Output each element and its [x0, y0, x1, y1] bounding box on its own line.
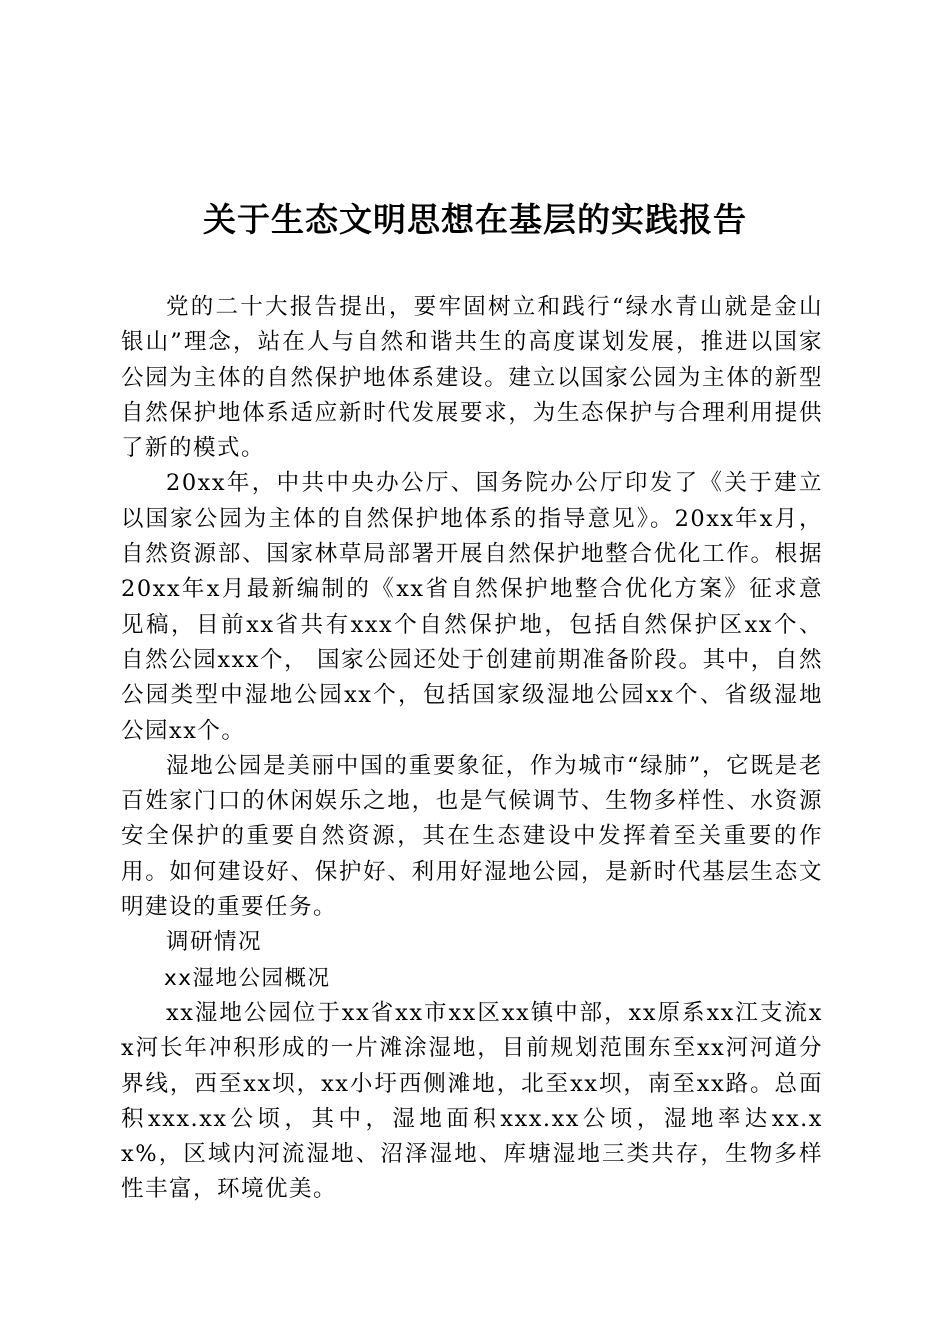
paragraph-policy-background: 20xx年，中共中央办公厅、国务院办公厅印发了《关于建立以国家公园为主体的自然保护地体系的指导意见》。20xx年x月，自然资源部、国家林草局部署开展自然保护地整合优化工作。根据20xx年x月最新编制的《xx省自然保护地整合优化方案》征求意见稿，目前xx省共有xxx个自然保护地，包括自然保护区xx个、 自然公园xxx个， 国家公园还处于创建前期准备阶段。其中，自然公园类型中湿地公园xx个，包括国家级湿地公园xx个、省级湿地公园xx个。	[121, 470, 823, 744]
subsection-heading-park-overview: xx湿地公园概况	[164, 965, 331, 991]
document-title: 关于生态文明思想在基层的实践报告	[203, 200, 747, 239]
paragraph-wetland-significance: 湿地公园是美丽中国的重要象征，作为城市“绿肺”，它既是老百姓家门口的休闲娱乐之地，也是气候调节、生物多样性、水资源安全保护的重要自然资源，其在生态建设中发挥着至关重要的作用。如何建设好、保护好、利用好湿地公园，是新时代基层生态文明建设的重要任务。	[121, 752, 823, 921]
paragraph-park-overview: xx湿地公园位于xx省xx市xx区xx镇中部，xx原系xx江支流xx河长年冲积形成的一片滩涂湿地，目前规划范围东至xx河河道分界线，西至xx坝，xx小圩西侧滩地，北至xx坝，南至xx路。总面积xxx.xx公顷，其中，湿地面积xxx.xx公顷，湿地率达xx.xx%，区域内河流湿地、沼泽湿地、库塘湿地三类共存，生物多样性丰富，环境优美。	[121, 999, 823, 1203]
document-body	[121, 290, 823, 1208]
paragraph-intro: 党的二十大报告提出，要牢固树立和践行“绿水青山就是金山银山”理念，站在人与自然和谐共生的高度谋划发展，推进以国家公园为主体的自然保护地体系建设。建立以国家公园为主体的新型自然保护地体系适应新时代发展要求，为生态保护与合理利用提供了新的模式。	[121, 294, 823, 462]
section-heading-survey: 调研情况	[166, 929, 263, 956]
